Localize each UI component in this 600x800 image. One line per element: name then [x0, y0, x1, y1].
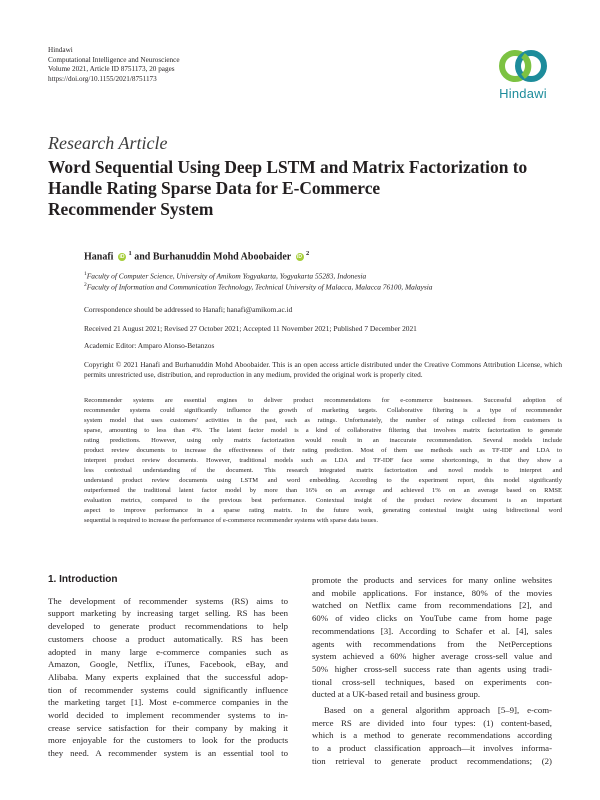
correspondence: Correspondence should be addressed to Hanafi; hanafi@amikom.ac.id — [84, 305, 293, 314]
author-affiliation-sup: 1 — [128, 250, 132, 257]
abstract-line: rating predictions. However, using only matrix factorization would result in an inaccurate recommendation. Several models include — [84, 437, 562, 444]
body-line: merce RS are divided into four types: (1) content-based, — [312, 717, 552, 728]
doi-link[interactable]: https://doi.org/10.1155/2021/8751173 — [48, 74, 157, 83]
abstract-line: sparse, amounting to less than 4%. The latent factor model is a kind of collaborative filtering that involves matrix factorization to generate — [84, 427, 562, 434]
abstract-line: sequential is required to increase the performance of e-commerce recommender systems with sparse data issues. — [84, 517, 378, 524]
orcid-icon[interactable]: iD — [119, 254, 125, 261]
body-line: The development of recommender systems (RS) aims to — [48, 595, 288, 606]
abstract-line: evaluation metrics, compared to the previous best performance. Contextual insight of the product review document is an important — [84, 497, 562, 504]
hindawi-rings-icon — [495, 48, 551, 84]
paper-title — [48, 157, 558, 220]
body-line: 60% of video clicks on YouTube came from home page — [312, 613, 552, 624]
body-line: developed to generate product recommendations to help — [48, 621, 288, 632]
journal-info — [48, 46, 180, 84]
article-type: Research Article — [48, 133, 168, 153]
right-column — [312, 574, 552, 768]
abstract-line: aspect to improve performance in a sparse rating matrix. In the future work, generating contextual insight using bidirectional word — [84, 507, 562, 514]
body-line: world decided to implement recommender systems to in- — [48, 710, 288, 721]
abstract-line: understand product review documents using LSTM and word embedding. According to the experiment report, this model significantly — [84, 477, 562, 484]
orcid-icon[interactable]: iD — [297, 254, 303, 261]
author-affiliation-sup: 2 — [306, 250, 310, 257]
body-line: support marketing by increasing target selling. RS has been — [48, 608, 288, 619]
body-line: adopted in many large e-commerce companies such as — [48, 646, 288, 657]
abstract-line: interpret product review documents. However, traditional models such as LDA and TF-IDF face some shortcomings, in that they show a — [84, 457, 562, 464]
volume-info: Volume 2021, Article ID 8751173, 20 pages — [48, 65, 175, 74]
author-connector: and — [134, 251, 151, 263]
left-column — [48, 574, 288, 760]
author-list — [84, 250, 309, 262]
copyright-notice: Copyright © 2021 Hanafi and Burhanuddin Mohd Aboobaider. This is an open access article distributed under the Creative Commons Attribution License, which permits unrestricted use, distribution, and reproduction in any medium, provided the original work is properly cited. — [84, 360, 562, 379]
publication-dates: Received 21 August 2021; Revised 27 October 2021; Accepted 11 November 2021; Published 7 December 2021 — [84, 324, 417, 333]
affiliation-line: $^1$Faculty of Computer Science, University of Amikom Yogyakarta, Yogyakarta 55283, Indonesia — [84, 271, 367, 281]
abstract-line: Recommender systems are essential engines to deliver product recommendations for e-commerce businesses. Successful adoption of — [84, 397, 562, 404]
body-line: tion of recommender systems could significantly influence — [48, 684, 288, 695]
abstract-line: outperformed the traditional latent factor model by more than 16% on an average and achieved 1% on an average based on RMSE — [84, 487, 562, 494]
affiliation-line: $^2$Faculty of Information and Communication Technology, Technical University of Malacca, Malacca 76100, Malaysia — [84, 282, 433, 292]
publisher-name: Hindawi — [48, 46, 73, 54]
body-line: Amazon, Google, Netflix, iTunes, Facebook, eBay, and — [48, 659, 288, 670]
section-heading: 1. Introduction — [48, 574, 118, 585]
body-line: tion retrieval to generate product recommendations; (2) — [312, 755, 552, 766]
body-line: more enjoyable for the customers to look for the products — [48, 735, 288, 746]
body-line: Alibaba. Many experts explained that the successful adop- — [48, 671, 288, 682]
body-line: promote the products and services for many online websites — [312, 575, 552, 585]
body-line: tional cross-sell techniques, based on experiments con- — [312, 676, 552, 687]
author-name[interactable]: Hanafi — [84, 251, 114, 263]
hindawi-logo — [493, 48, 553, 101]
body-line: which is a method to generate recommendations according — [312, 730, 552, 741]
body-line: and mobile applications. For instance, 80% of the movies — [312, 587, 552, 598]
body-line: to a product classification approach—it involves informa- — [312, 743, 552, 754]
logo-wordmark: Hindawi — [499, 86, 547, 101]
body-line: Based on a general algorithm approach [5–9], e-com- — [324, 705, 552, 716]
abstract — [84, 396, 562, 526]
title-line: Word Sequential Using Deep LSTM and Matrix Factorization to — [48, 157, 528, 177]
body-line: 50% higher cross-sell success rate than agents using tradi- — [312, 663, 552, 674]
body-line: recommendations [3]. According to Schafer et al. [4], sales — [312, 625, 552, 636]
body-line: agents with recommendations from the NetPerceptions — [312, 638, 552, 649]
abstract-line: recommender systems could significantly influence the growth of marketing targets. Collaborative filtering is a type of recommender — [84, 407, 562, 414]
academic-editor: Academic Editor: Amparo Alonso-Betanzos — [84, 341, 215, 350]
abstract-line: less contextual understanding of the document. This research integrated matrix factorization and novel models to interpret and — [84, 467, 562, 474]
body-line: system achieved a 60% higher average cross-sell value and — [312, 651, 552, 662]
body-line: the marketing target [1]. Most e-commerce companies in the — [48, 697, 288, 708]
body-line: customers choose a product automatically. RS has been — [48, 633, 288, 644]
author-name[interactable]: Burhanuddin Mohd Aboobaider — [152, 251, 292, 263]
body-line: ducted at a UK-based retail and business group. — [312, 689, 481, 700]
title-line: Handle Rating Sparse Data for E-Commerce — [48, 178, 381, 198]
affiliations — [84, 270, 562, 293]
abstract-line: product review documents to increase the effectiveness of their rating prediction. Most of them use methods such as TF-IDF and LDA to — [84, 447, 562, 454]
body-line: watched on Netflix came from recommendations [2], and — [312, 600, 552, 611]
title-line: Recommender System — [48, 199, 214, 219]
body-line: they need. A recommender system is an essential tool to — [48, 748, 288, 759]
abstract-line: system model that uses customers' activities in the past, such as ratings. Unfortunately, the number of ratings collected from customers is — [84, 417, 562, 424]
body-line: crease service satisfaction for their company by making it — [48, 722, 288, 733]
journal-name: Computational Intelligence and Neuroscience — [48, 55, 180, 64]
